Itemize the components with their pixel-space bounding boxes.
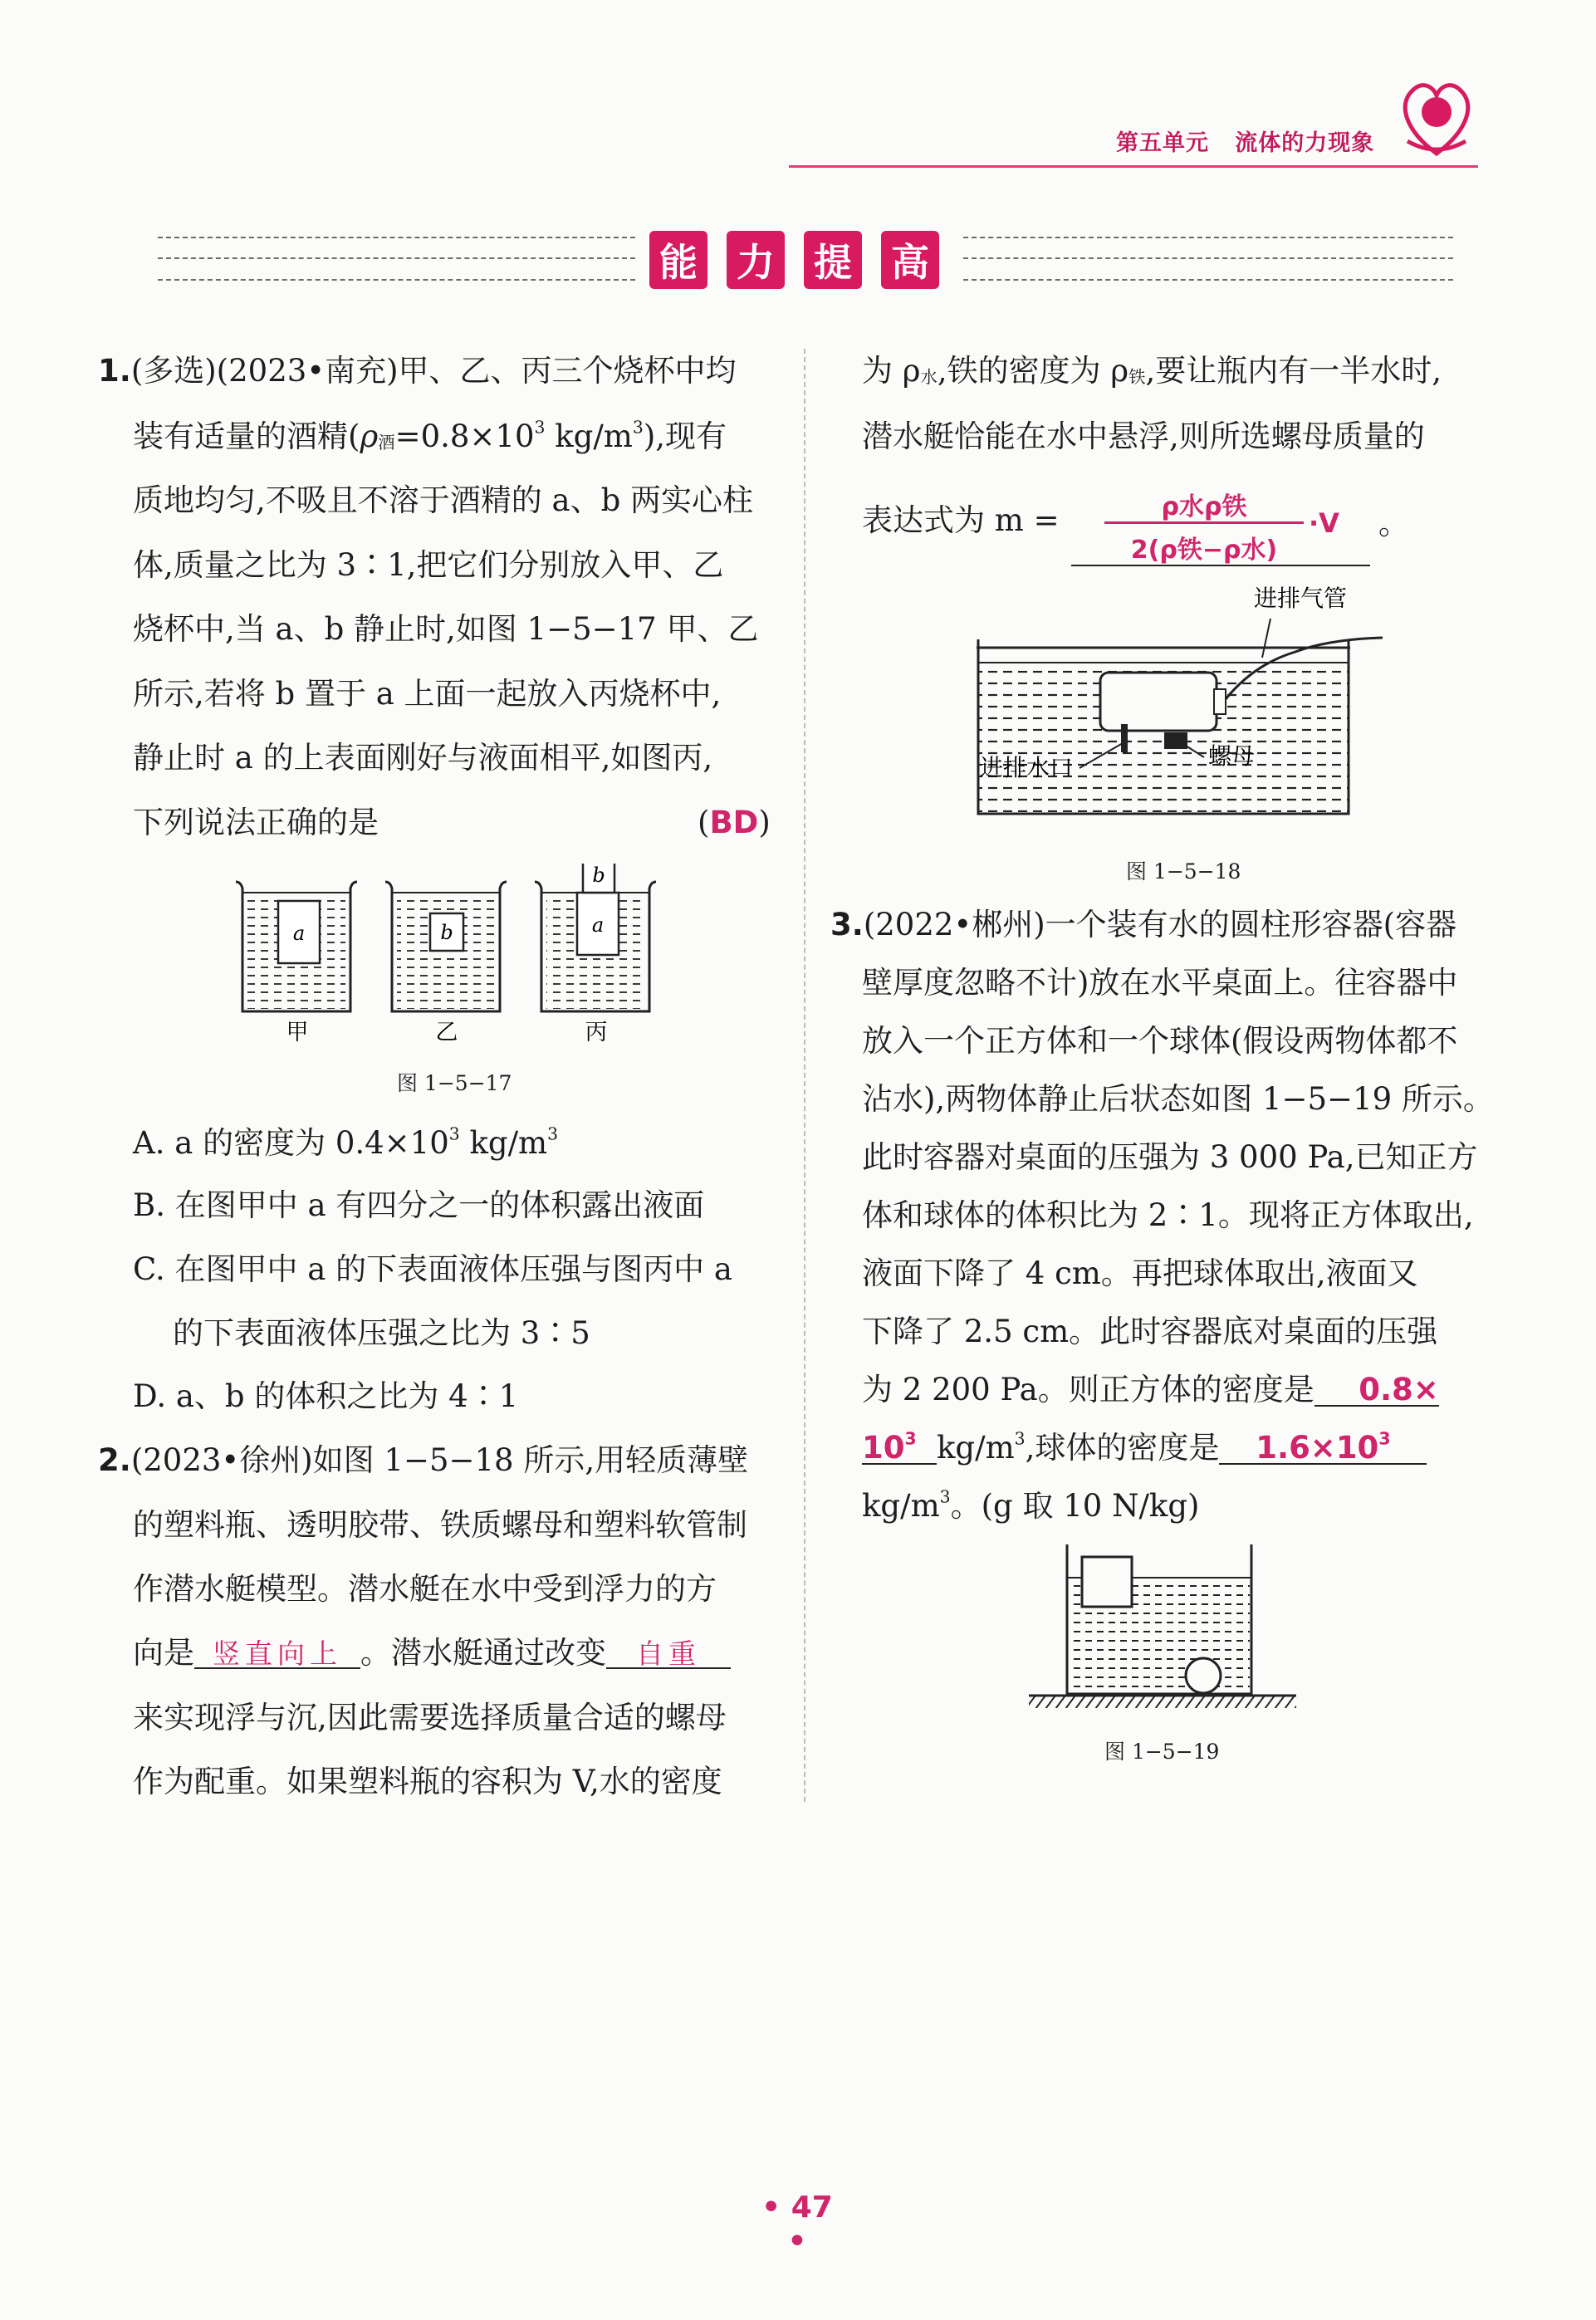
- q1-option-d: D. a、b 的体积之比为 4∶1: [133, 1378, 519, 1414]
- column-divider: [804, 349, 805, 1802]
- q1-tag: (多选)(2023•南充): [130, 353, 399, 389]
- title-dash: [158, 237, 635, 238]
- figure-caption: 图 1−5−18: [1126, 859, 1241, 883]
- publisher-logo: [1395, 71, 1478, 162]
- q3-line: 沾水),两物体静止后状态如图 1−5−19 所示。: [862, 1081, 1494, 1117]
- figure-caption: 图 1−5−17: [397, 1071, 512, 1095]
- unit-title: 流体的力现象: [1235, 130, 1375, 156]
- q2-tag: (2023•徐州): [130, 1442, 313, 1478]
- unit-label: 第五单元: [1116, 130, 1209, 156]
- fraction-tail: ·V: [1309, 507, 1339, 539]
- q2-line: 潜水艇恰能在水中悬浮,则所选螺母质量的: [862, 418, 1425, 454]
- q1-line: 烧杯中,当 a、b 静止时,如图 1−5−17 甲、乙: [133, 611, 759, 647]
- svg-text:乙: 乙: [435, 1020, 458, 1045]
- q1-answer: (BD): [698, 805, 771, 840]
- title-dash: [158, 257, 635, 259]
- svg-text:a: a: [591, 913, 605, 937]
- figure-caption: 图 1−5−19: [1104, 1740, 1220, 1764]
- q3-line: 液面下降了 4 cm。再把球体取出,液面又: [862, 1255, 1418, 1291]
- figure-1-5-19: [1026, 1536, 1300, 1719]
- q1-number: 1.: [98, 353, 131, 389]
- q2-number: 2.: [98, 1442, 131, 1478]
- q3-line: 放入一个正方体和一个球体(假设两物体都不: [862, 1023, 1458, 1059]
- title-dash: [963, 237, 1453, 238]
- label-port: 进排水口: [980, 754, 1074, 781]
- page-number: • 47 •: [761, 2190, 833, 2259]
- beaker-bing: [535, 864, 656, 1011]
- svg-text:b: b: [440, 921, 453, 944]
- q1-line: 静止时 a 的上表面刚好与液面相平,如图丙,: [133, 740, 713, 776]
- q3-number: 3.: [830, 907, 864, 942]
- q2-line: 作为配重。如果塑料瓶的容积为 V,水的密度: [133, 1764, 722, 1799]
- svg-text:丙: 丙: [585, 1020, 608, 1045]
- section-title-char: 能: [649, 231, 707, 289]
- q1-answer-value: BD: [709, 805, 759, 840]
- svg-text:a: a: [292, 922, 306, 945]
- q2-line: 2.(2023•徐州)如图 1−5−18 所示,用轻质薄壁: [98, 1442, 749, 1478]
- figure-1-5-18: [972, 573, 1412, 839]
- q3-line: 体和球体的体积比为 2∶1。现将正方体取出,: [862, 1197, 1474, 1233]
- q2-line: 向是 竖直向上 。潜水艇通过改变 自重: [133, 1637, 731, 1669]
- title-dash: [158, 279, 635, 281]
- q2-blank-1: 竖直向上: [194, 1640, 360, 1669]
- fraction-numerator: ρ水ρ铁: [1161, 492, 1247, 521]
- q3-line: 此时容器对桌面的压强为 3 000 Pa,已知正方: [862, 1139, 1478, 1175]
- q1-line: 质地均匀,不吸且不溶于酒精的 a、b 两实心柱: [133, 482, 754, 518]
- sphere: [1186, 1658, 1221, 1693]
- title-dash: [963, 257, 1453, 259]
- section-title-char: 提: [804, 231, 862, 289]
- beaker-yi: [385, 882, 507, 1011]
- q1-option-a: A. a 的密度为 $0.4\times 10^3$ $kg/m^3$: [133, 1123, 559, 1161]
- q1-line: 装有适量的酒精($\rho_酒=0.8\times 10^3$ $kg/m^3$),现有: [133, 417, 727, 454]
- fraction-bar: [1104, 521, 1304, 524]
- q3-line: 壁厚度忽略不计)放在水平桌面上。往容器中: [862, 965, 1458, 1001]
- header-rule: [789, 165, 1478, 168]
- section-title-char: 力: [727, 231, 785, 289]
- label-nut: 螺母: [1208, 742, 1256, 770]
- q3-line: 3.(2022•郴州)一个装有水的圆柱形容器(容器: [830, 907, 1457, 942]
- q3-tag: (2022•郴州): [863, 907, 1045, 942]
- q2-line: 的塑料瓶、透明胶带、铁质螺母和塑料软管制: [133, 1507, 747, 1543]
- q3-answer-1-cont: $10^3$: [862, 1432, 937, 1465]
- beaker-jia: [236, 882, 357, 1011]
- q2-line: 为 $\rho_水$,铁的密度为 $\rho_铁$,要让瓶内有一半水时,: [862, 353, 1442, 389]
- q1-option-c: C. 在图甲中 a 的下表面液体压强与图丙中 a: [133, 1251, 732, 1287]
- q3-line: $10^3$ $kg/m^3$,球体的密度是 $1.6\times 10^3$: [862, 1432, 1427, 1465]
- q1-line: 体,质量之比为 3∶1,把它们分别放入甲、乙: [133, 547, 724, 583]
- figure-1-5-17: [233, 864, 673, 1046]
- q2-answer-blank: [1071, 486, 1370, 566]
- title-dash: [963, 279, 1453, 281]
- q2-line: 作潜水艇模型。潜水艇在水中受到浮力的方: [133, 1571, 717, 1607]
- bottle: [1100, 673, 1217, 731]
- q2-line: 表达式为 m =: [862, 502, 1060, 538]
- q1-line: 1.(多选)(2023•南充)甲、乙、丙三个烧杯中均: [98, 353, 737, 389]
- q2-end-period: 。: [1378, 506, 1409, 541]
- q3-line: $kg/m^3$。(g 取 10 N/kg): [862, 1486, 1200, 1524]
- q2-blank-2: 自重: [606, 1640, 731, 1669]
- q3-answer-2: $1.6\times 10^3$: [1219, 1432, 1427, 1465]
- svg-text:甲: 甲: [286, 1020, 309, 1045]
- svg-text:b: b: [592, 864, 605, 887]
- q3-answer-1: 0.8×: [1314, 1374, 1439, 1407]
- q1-option-c: 的下表面液体压强之比为 3∶5: [173, 1315, 590, 1351]
- q2-line: 来实现浮与沉,因此需要选择质量合适的螺母: [133, 1700, 727, 1735]
- fraction-denominator: 2(ρ铁−ρ水): [1130, 536, 1278, 565]
- q3-line: 下降了 2.5 cm。此时容器底对桌面的压强: [862, 1314, 1438, 1349]
- q1-line: 所示,若将 b 置于 a 上面一起放入丙烧杯中,: [133, 676, 722, 712]
- label-tube: 进排气管: [1254, 585, 1348, 612]
- nut: [1164, 732, 1187, 749]
- section-title-char: 高: [881, 231, 939, 289]
- q3-line: 为 2 200 Pa。则正方体的密度是 0.8×: [862, 1372, 1439, 1407]
- cube: [1082, 1557, 1132, 1607]
- unit-header: [1116, 125, 1374, 157]
- q1-option-b: B. 在图甲中 a 有四分之一的体积露出液面: [133, 1187, 705, 1223]
- q1-line: 下列说法正确的是: [133, 805, 379, 840]
